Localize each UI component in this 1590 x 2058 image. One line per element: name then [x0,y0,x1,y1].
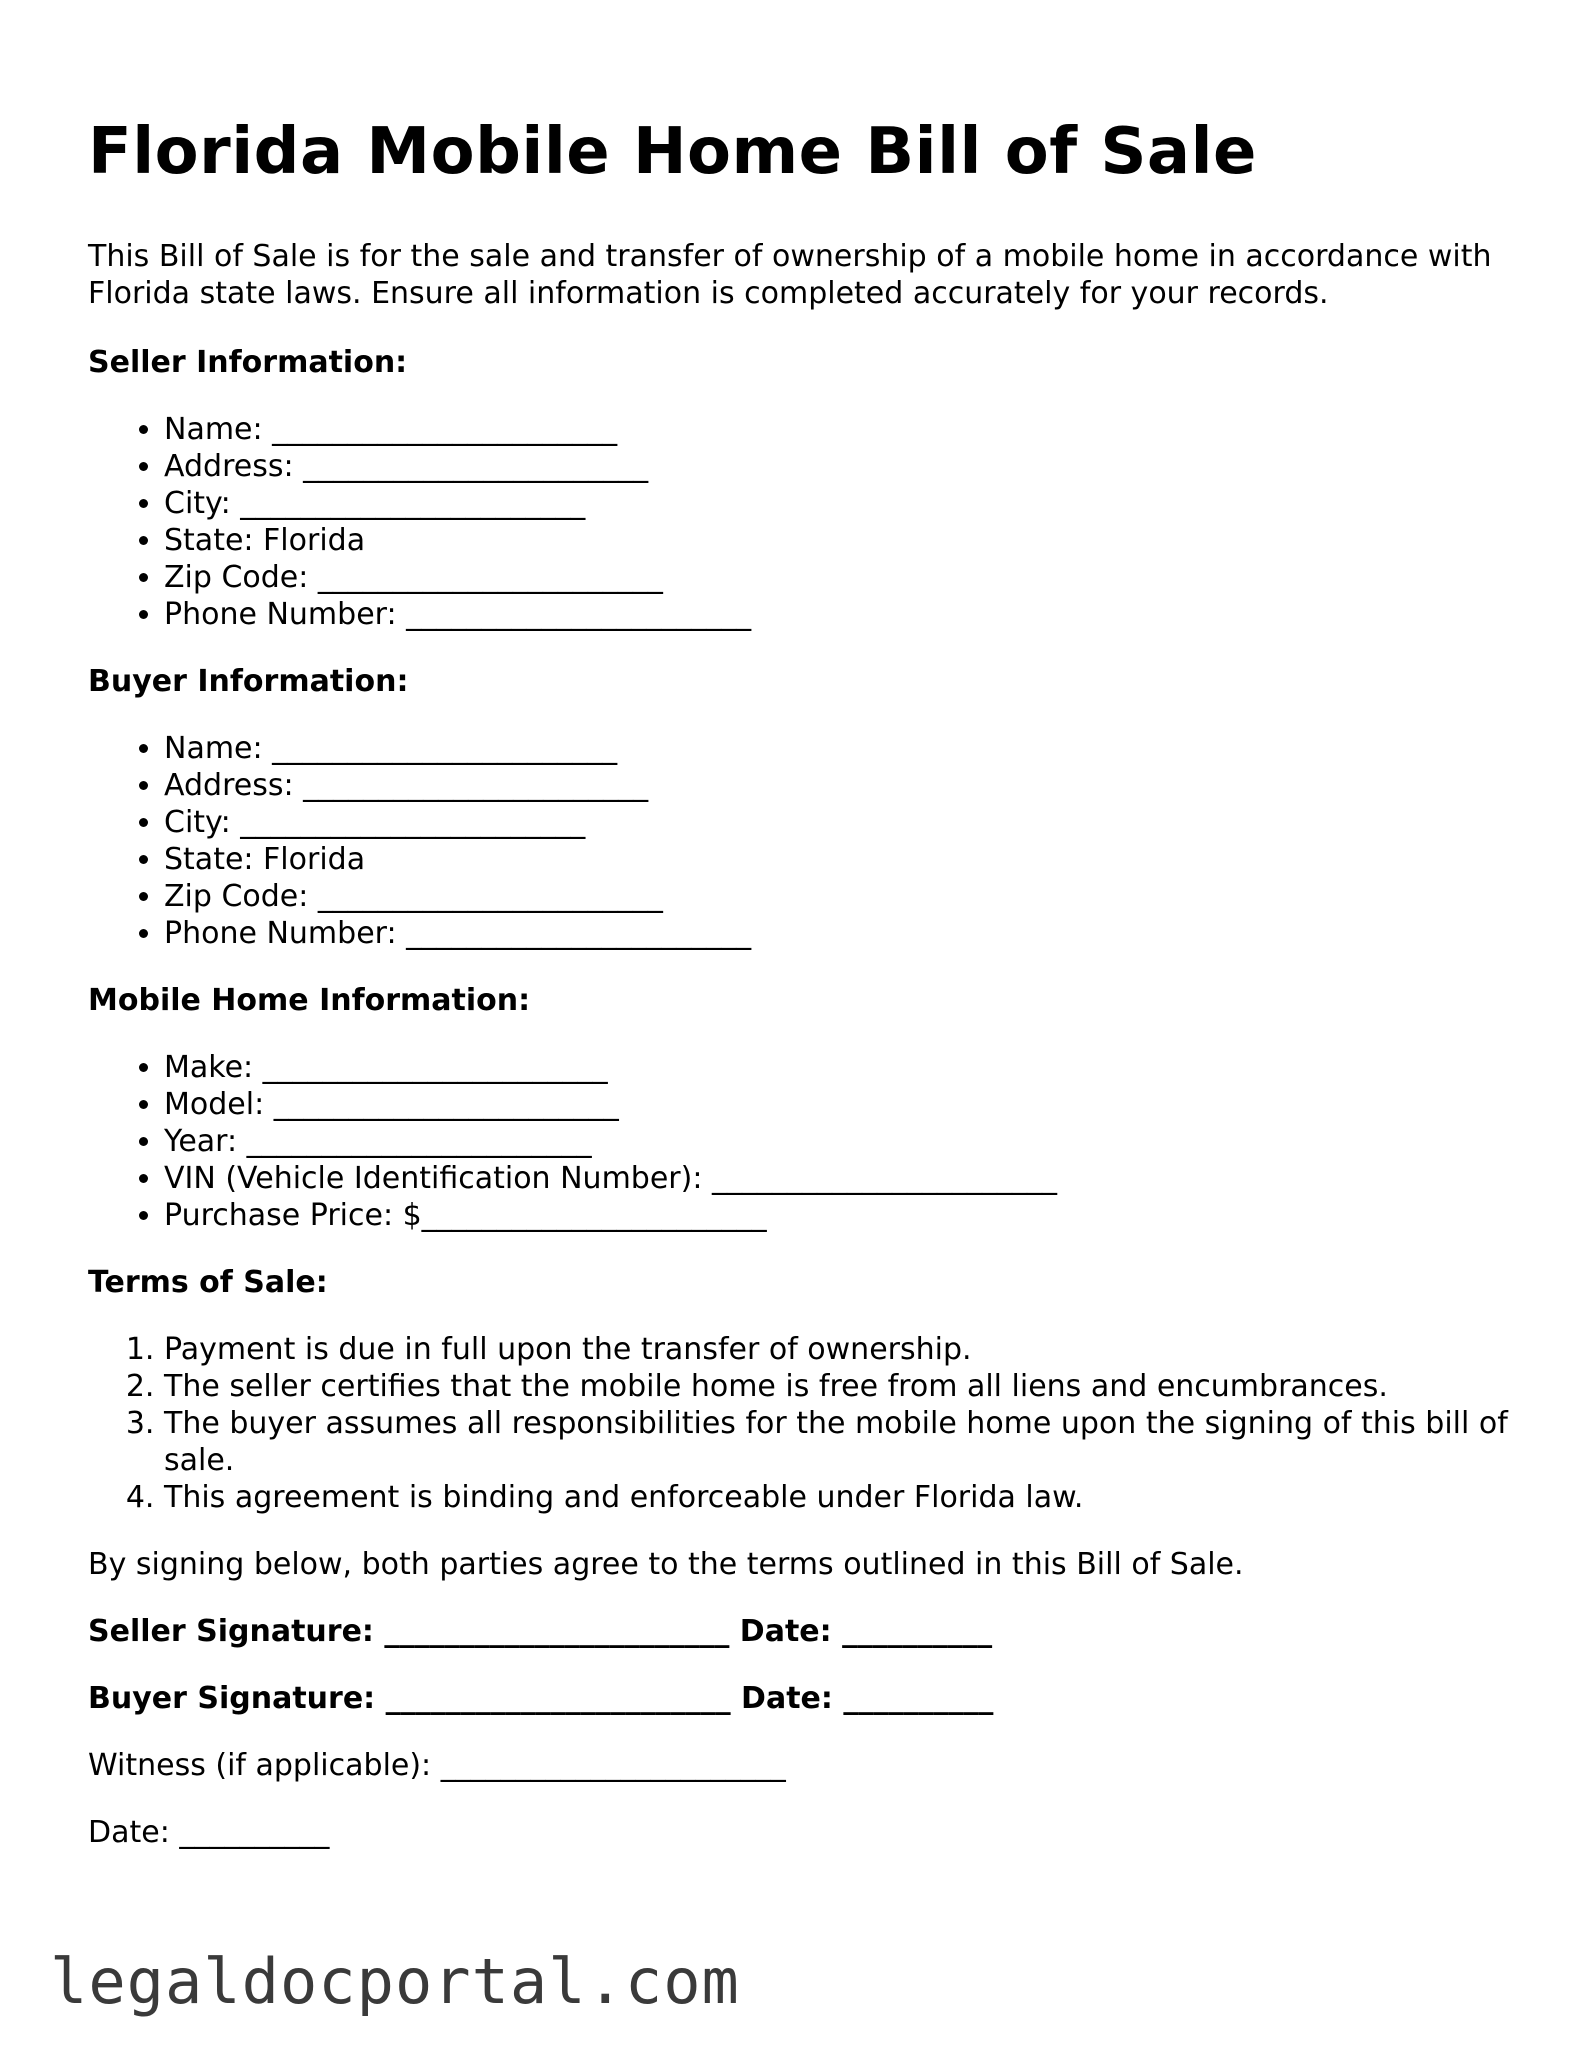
model-field: • Model: _______________________ [164,1086,1518,1123]
seller-state-field: • State: Florida [164,522,1518,559]
intro-paragraph: This Bill of Sale is for the sale and transfer of ownership of a mobile home in accordance with Florida state laws. Ensure all information is completed accurately for your records. [88,239,1492,311]
term-item: 1. Payment is due in full upon the transfer of ownership. [164,1331,1518,1368]
seller-signature-line: Seller Signature: _______________________ Date: __________ [88,1614,993,1649]
buyer-city-field: • City: _______________________ [164,804,1518,841]
seller-city-field: • City: _______________________ [164,485,1518,522]
term-item: 2. The seller certifies that the mobile home is free from all liens and encumbrances. [164,1368,1518,1405]
buyer-state-field: • State: Florida [164,841,1518,878]
seller-zip-field: • Zip Code: _______________________ [164,559,1518,596]
term-item: 4. This agreement is binding and enforceable under Florida law. [164,1479,1518,1516]
page-title: Florida Mobile Home Bill of Sale [88,115,1257,189]
vin-field: • VIN (Vehicle Identification Number): _______________________ [164,1160,1518,1197]
mobile-home-heading: Mobile Home Information: [88,983,531,1018]
buyer-name-field: • Name: _______________________ [164,730,1518,767]
buyer-heading: Buyer Information: [88,664,409,699]
mobile-home-list [88,1049,1518,1234]
year-field: • Year: _______________________ [164,1123,1518,1160]
buyer-list [88,730,1518,952]
term-item: 3. The buyer assumes all responsibilities for the mobile home upon the signing of this bill of sale. [164,1405,1518,1479]
witness-line: Witness (if applicable): _______________________ [88,1748,786,1783]
witness-date-line: Date: __________ [88,1815,330,1850]
document-page [88,110,1518,1881]
purchase-price-field: • Purchase Price: $_______________________ [164,1197,1518,1234]
terms-list [88,1331,1518,1516]
seller-heading: Seller Information: [88,345,408,380]
seller-name-field: • Name: _______________________ [164,411,1518,448]
seller-address-field: • Address: _______________________ [164,448,1518,485]
watermark-logo: legaldocportal.com [50,1945,740,2018]
buyer-signature-line: Buyer Signature: _______________________ Date: __________ [88,1681,994,1716]
make-field: • Make: _______________________ [164,1049,1518,1086]
seller-phone-field: • Phone Number: _______________________ [164,596,1518,633]
seller-list [88,411,1518,633]
buyer-address-field: • Address: _______________________ [164,767,1518,804]
terms-heading: Terms of Sale: [88,1265,328,1300]
buyer-phone-field: • Phone Number: _______________________ [164,915,1518,952]
agreement-statement: By signing below, both parties agree to the terms outlined in this Bill of Sale. [88,1547,1244,1582]
buyer-zip-field: • Zip Code: _______________________ [164,878,1518,915]
